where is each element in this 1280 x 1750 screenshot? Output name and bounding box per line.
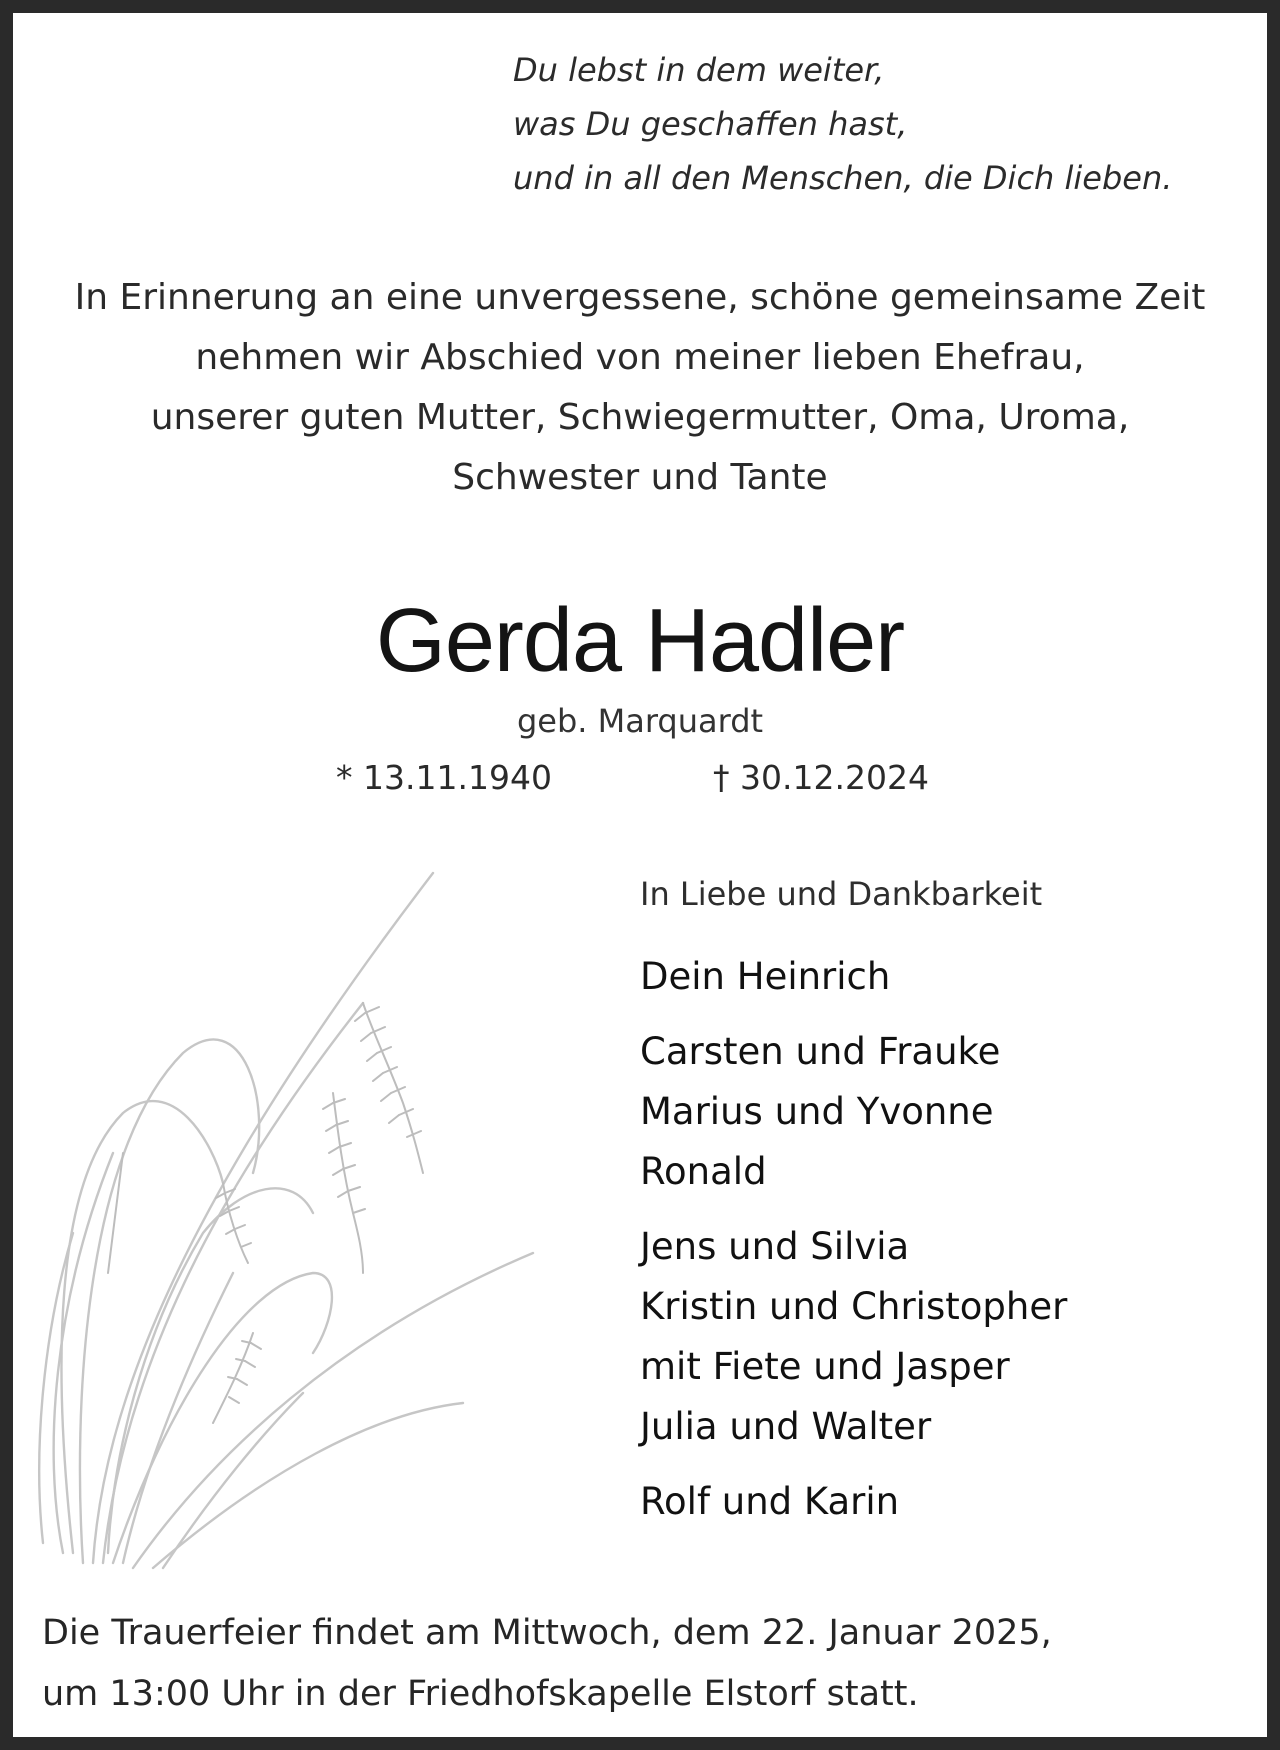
intro-line: nehmen wir Abschied von meiner lieben Ehefrau,: [195, 337, 1085, 378]
poem: [513, 43, 1172, 205]
ceremony-info: [42, 1603, 1052, 1725]
mourner-name: Dein Heinrich: [640, 955, 891, 998]
maiden-name: geb. Marquardt: [516, 702, 764, 740]
intro-line: In Erinnerung an eine unvergessene, schöne gemeinsame Zeit: [74, 277, 1206, 318]
mourner-name: Julia und Walter: [640, 1405, 932, 1448]
mourner-name: Ronald: [640, 1150, 767, 1193]
ceremony-line: Die Trauerfeier findet am Mittwoch, dem 22. Januar 2025,: [42, 1613, 1052, 1653]
mourner-group: [640, 1472, 1067, 1532]
intro-text: [13, 268, 1267, 508]
mourner-name: Jens und Silvia: [640, 1225, 910, 1268]
mourner-name: Kristin und Christopher: [640, 1285, 1068, 1328]
deceased-name: Gerda Hadler: [375, 591, 905, 691]
poem-line: und in all den Menschen, die Dich lieben.: [513, 159, 1173, 197]
death-date: † 30.12.2024: [713, 758, 929, 797]
intro-line: Schwester und Tante: [452, 457, 828, 498]
birth-date: * 13.11.1940: [336, 758, 552, 797]
poem-line: Du lebst in dem weiter,: [513, 51, 885, 89]
ceremony-line: um 13:00 Uhr in der Friedhofskapelle Elstorf statt.: [42, 1674, 919, 1714]
mourner-group: [640, 1217, 1067, 1457]
mourner-group: [640, 947, 1067, 1007]
mourner-name: Carsten und Frauke: [640, 1030, 1001, 1073]
mourner-name: mit Fiete und Jasper: [640, 1345, 1010, 1388]
mourner-name: Marius und Yvonne: [640, 1090, 994, 1133]
mourners-list: [640, 871, 1067, 1547]
thanks-line: In Liebe und Dankbarkeit: [640, 875, 1043, 913]
poem-line: was Du geschaffen hast,: [513, 105, 908, 143]
mourner-name: Rolf und Karin: [640, 1480, 900, 1523]
intro-line: unserer guten Mutter, Schwiegermutter, Oma, Uroma,: [150, 397, 1130, 438]
wheat-ears-icon: [13, 853, 553, 1573]
mourner-group: [640, 1022, 1067, 1202]
